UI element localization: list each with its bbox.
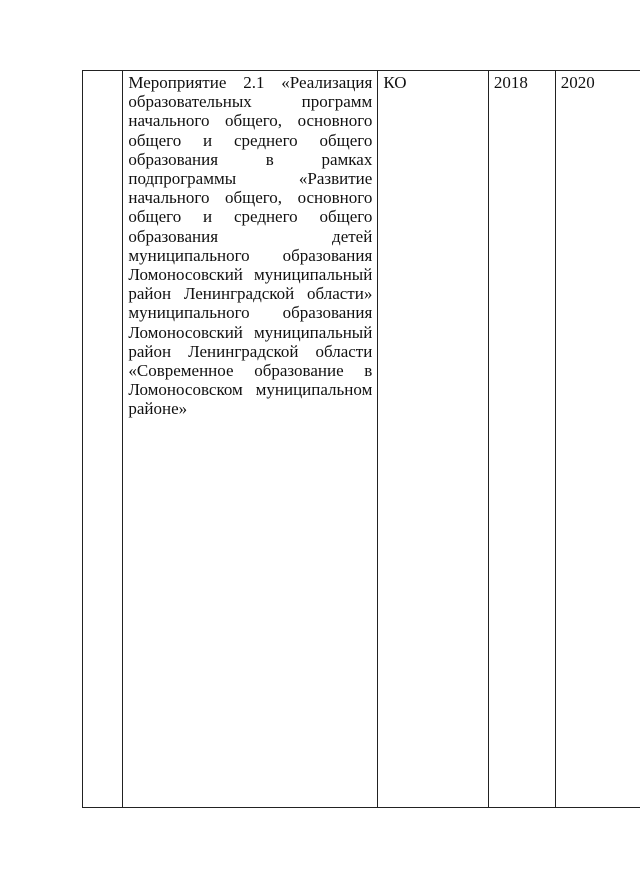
start-year-text: 2018 (493, 73, 528, 92)
activity-table (82, 70, 640, 808)
activity-description: Мероприятие 2.1 «Реализация образовательных программ начального общего, основного общего и среднего общего образования в рамках подпрограммы «Развитие начального общего, основного общего и среднего общего образования детей муниципального образования Ломоносовский муниципальный район Ленинградской области» муниципального образования Ломоносовский муниципальный район Ленинградской области «Современное образование в Ломоносовском муниципальном районе» (128, 73, 373, 419)
end-year-cell (555, 71, 640, 808)
executor-cell (378, 71, 488, 808)
end-year-text: 2020 (560, 73, 595, 92)
start-year-cell (488, 71, 555, 808)
executor-text: КО (383, 73, 407, 92)
description-cell (123, 71, 378, 808)
table-row (83, 71, 640, 808)
number-cell (83, 71, 123, 808)
